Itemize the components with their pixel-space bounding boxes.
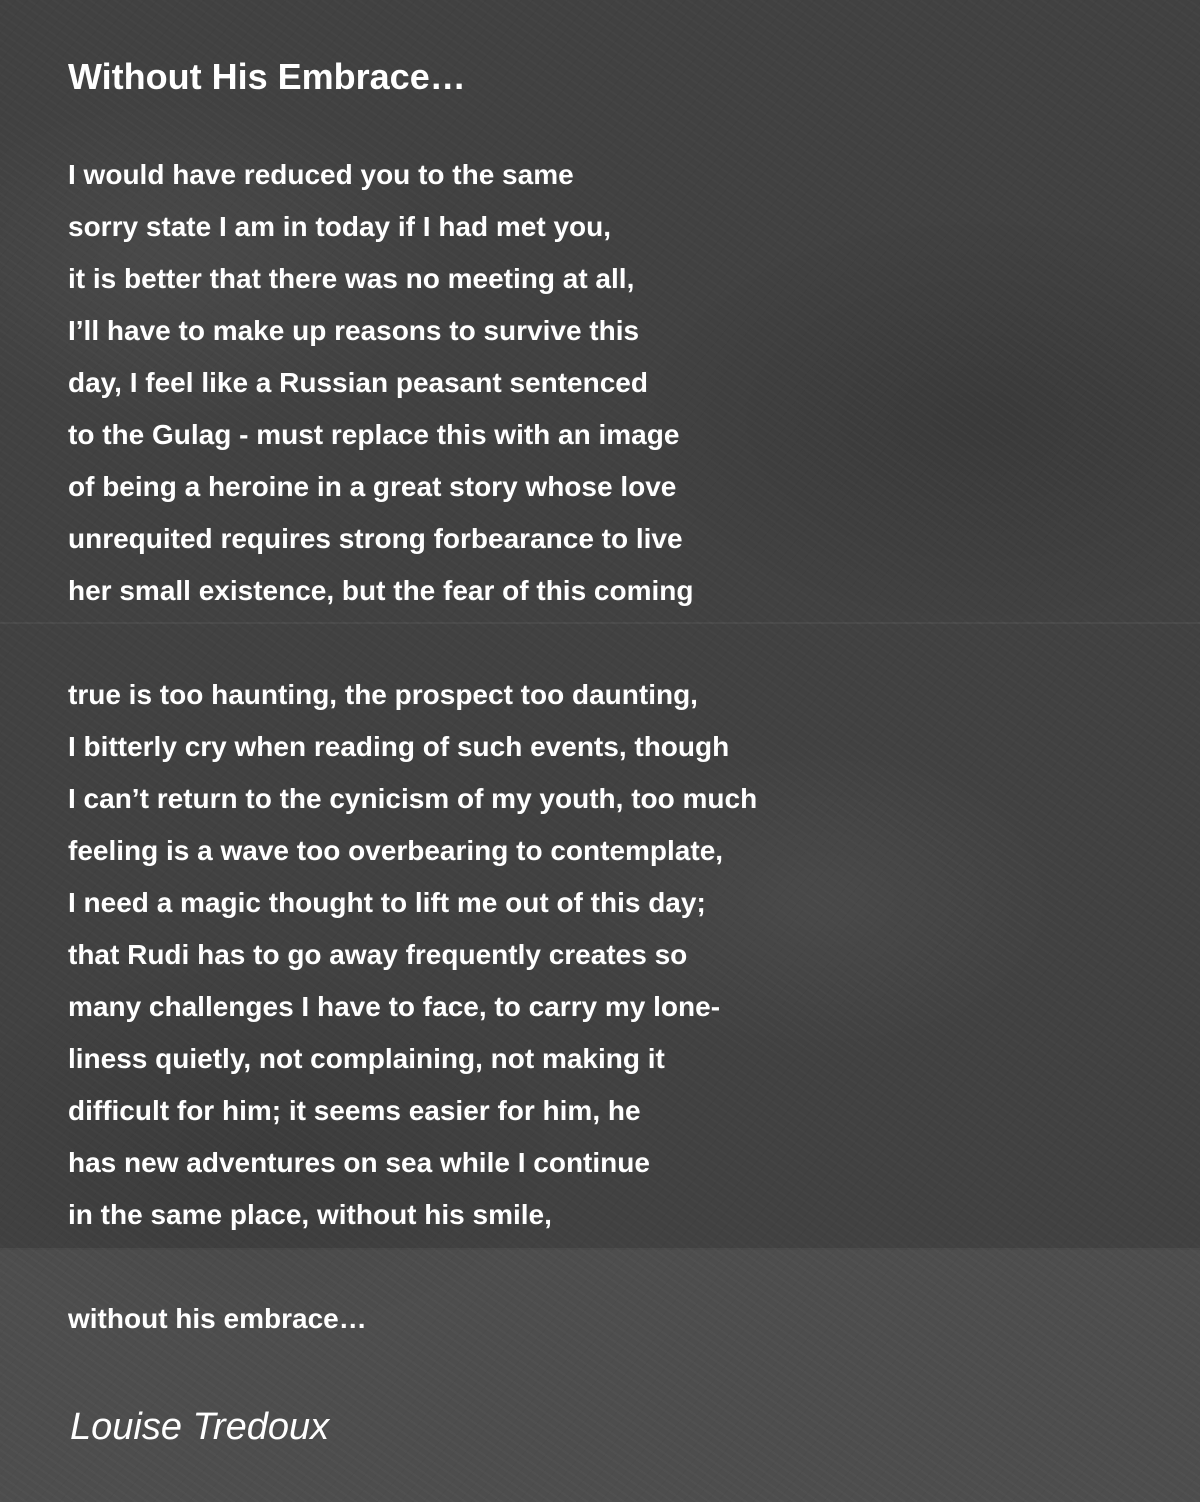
poem-line: liness quietly, not complaining, not making it [68, 1043, 665, 1074]
poem-line: has new adventures on sea while I continue [68, 1147, 650, 1178]
poem-line: in the same place, without his smile, [68, 1199, 552, 1230]
stanza-1 [68, 149, 694, 617]
poem-line: without his embrace… [68, 1303, 367, 1334]
poem-line: it is better that there was no meeting at all, [68, 263, 635, 294]
poem-line: I’ll have to make up reasons to survive this [68, 315, 640, 346]
poem-line: her small existence, but the fear of this coming [68, 575, 694, 606]
poem-author: Louise Tredoux [70, 1406, 330, 1448]
poem-line: sorry state I am in today if I had met you, [68, 211, 612, 242]
stanza-2 [68, 669, 757, 1241]
poem-line: to the Gulag - must replace this with an image [68, 419, 680, 450]
poem-line: difficult for him; it seems easier for him, he [68, 1095, 641, 1126]
poem-title: Without His Embrace… [68, 56, 466, 97]
poem-line: I bitterly cry when reading of such events, though [68, 731, 730, 762]
poem-line: that Rudi has to go away frequently creates so [68, 939, 688, 970]
poem-line: I can’t return to the cynicism of my youth, too much [68, 783, 758, 814]
poem-line: of being a heroine in a great story whose love [68, 471, 677, 502]
poem-line: many challenges I have to face, to carry my lone- [68, 991, 721, 1022]
poem-line: I would have reduced you to the same [68, 159, 574, 190]
poem-line: I need a magic thought to lift me out of this day; [68, 887, 706, 918]
poem-line: unrequited requires strong forbearance to live [68, 523, 683, 554]
background-band-bottom [0, 1250, 1200, 1502]
stanza-3 [68, 1293, 367, 1345]
poem-line: true is too haunting, the prospect too daunting, [68, 679, 698, 710]
poem-line: day, I feel like a Russian peasant sentenced [68, 367, 648, 398]
poem-line: feeling is a wave too overbearing to contemplate, [68, 835, 724, 866]
